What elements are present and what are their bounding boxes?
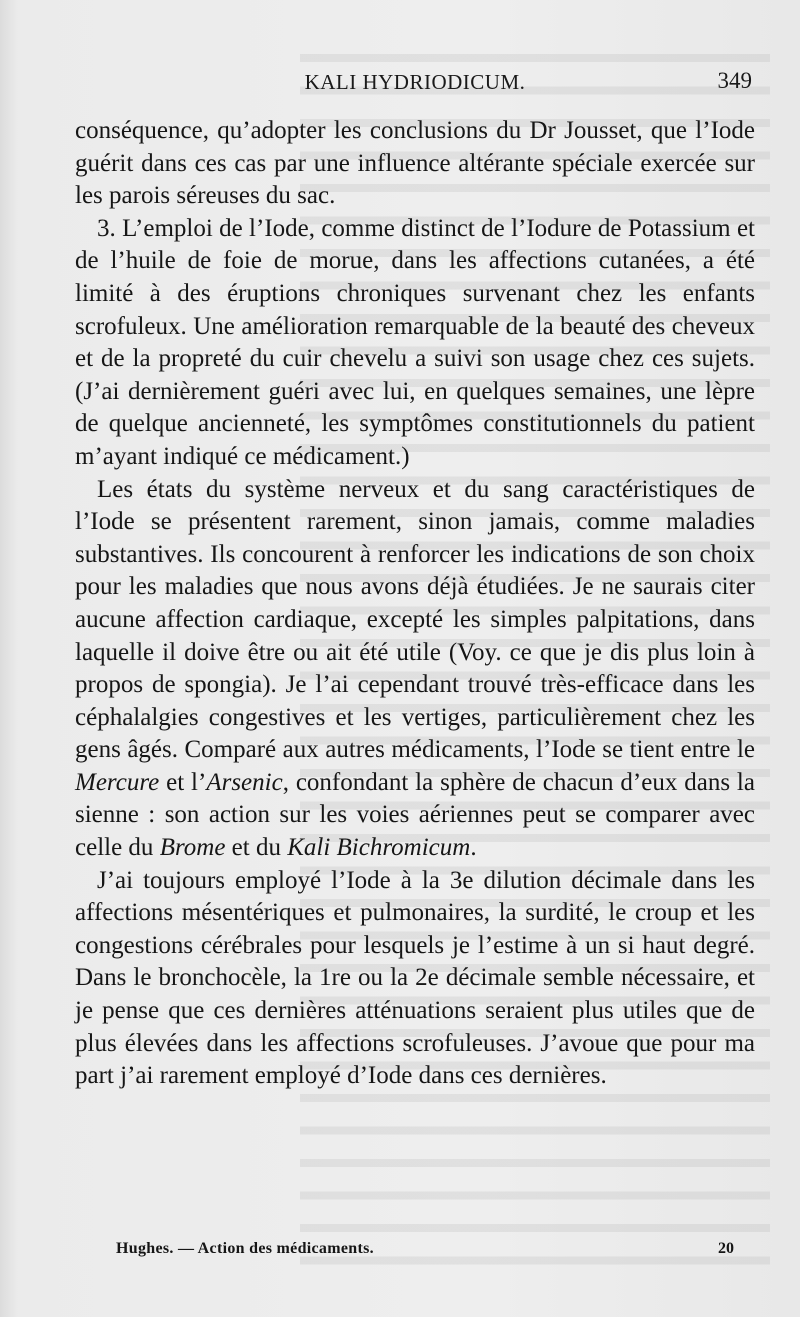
- paragraph-text: .: [470, 834, 477, 862]
- paragraph-text: 3. L’emploi de l’Iode, comme distinct de l’Iodure de Potassium et de l’huile de foie de morue, dans les affections cutanées, a été limité à des éruptions chroniques survenant chez les enfants scrofuleux. Une amélioration remarquable de la beauté des cheveux et de la propreté du cuir chevelu a suivi son usage chez ces sujets. (J’ai dernièrement guéri avec lui, en quelques semaines, une lèpre de quelque ancienneté, les symptômes constitutionnels du patient m’ayant indiqué ce médicament.): [75, 214, 755, 470]
- footer-signature-number: 20: [718, 1240, 734, 1257]
- running-title: KALI HYDRIODICUM.: [304, 70, 526, 94]
- italic-text: Kali Bichromicum: [287, 834, 471, 862]
- running-header: [76, 66, 754, 102]
- paragraph: [75, 474, 755, 865]
- page-footer: [76, 1236, 754, 1262]
- page-number: 349: [717, 68, 752, 93]
- body-text: [75, 115, 755, 1093]
- paragraph-text: , confondant la sphère de chacun d’eux dans la sienne : son action sur les voies aériennes peut se comparer avec celle du: [75, 768, 755, 862]
- paragraph-text: Les états du système nerveux et du sang caractéristiques de l’Iode se présentent rarement, sinon jamais, comme maladies substantives. Ils concourent à renforcer les indications de son choix pour les maladies que nous avons déjà étudiées. Je ne saurais citer aucune affection cardiaque, excepté les simples palpitations, dans laquelle il doive être ou ait été utile (Voy. ce que je dis plus loin à propos de spongia). Je l’ai cependant trouvé très-efficace dans les céphalalgies congestives et les vertiges, particulièrement chez les gens âgés. Comparé aux autres médicaments, l’Iode se tient entre le: [75, 475, 755, 764]
- paragraph: [75, 865, 755, 1093]
- paragraph: [75, 115, 755, 213]
- italic-text: Arsenic: [206, 768, 283, 796]
- paragraph: [75, 213, 755, 474]
- paragraph-text: et du: [225, 834, 288, 862]
- italic-text: Brome: [159, 834, 226, 862]
- paragraph-text: conséquence, qu’adopter les conclusions du Dr Jousset, que l’Iode guérit dans ces cas par une influence altérante spéciale exercée sur les parois séreuses du sac.: [75, 117, 755, 210]
- paragraph-text: et l’: [159, 768, 207, 796]
- italic-text: Mercure: [75, 768, 160, 796]
- paragraph-text: J’ai toujours employé l’Iode à la 3e dilution décimale dans les affections mésentériques et pulmonaires, la surdité, le croup et les congestions cérébrales pour lesquels je l’estime à un si haut degré. Dans le bronchocèle, la 1re ou la 2e décimale semble nécessaire, et je pense que ces dernières atténuations seraient plus utiles que de plus élevées dans les affections scrofuleuses. J’avoue que pour ma part j’ai rarement employé d’Iode dans ces dernières.: [75, 866, 755, 1090]
- footer-signature: Hughes. — Action des médicaments.: [116, 1240, 374, 1257]
